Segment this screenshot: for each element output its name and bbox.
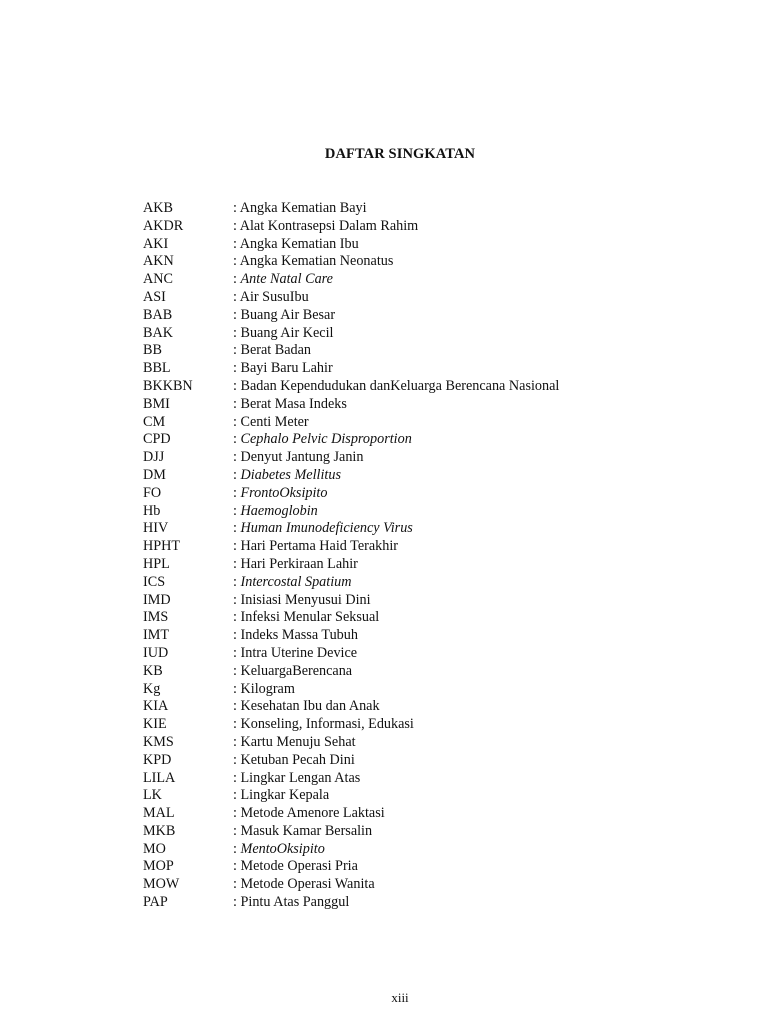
list-item (143, 663, 703, 681)
separator-colon: : (233, 662, 237, 679)
abbreviation: MOP (143, 858, 174, 875)
definition (233, 538, 398, 556)
definition (233, 574, 352, 592)
definition-text: Alat Kontrasepsi Dalam Rahim (239, 217, 419, 234)
abbreviation: IMD (143, 591, 171, 608)
definition-text: Metode Amenore Laktasi (240, 805, 385, 822)
definition-text: FrontoOksipito (240, 484, 328, 501)
abbreviation: KMS (143, 733, 174, 750)
definition-text: Air SusuIbu (239, 288, 309, 305)
definition-text: Metode Operasi Pria (240, 858, 358, 875)
definition-text: Haemoglobin (240, 502, 318, 519)
definition (233, 325, 334, 343)
abbreviation: IMT (143, 627, 170, 644)
definition (233, 663, 352, 681)
definition (233, 894, 349, 912)
abbreviation: FO (143, 484, 162, 501)
list-item (143, 716, 703, 734)
list-item (143, 752, 703, 770)
definition-text: Kesehatan Ibu dan Anak (240, 698, 380, 715)
abbreviation: BKKBN (143, 377, 193, 394)
list-item (143, 823, 703, 841)
abbreviation: KPD (143, 751, 172, 768)
separator-colon: : (233, 413, 237, 430)
separator-colon: : (233, 805, 237, 822)
list-item (143, 467, 703, 485)
list-item (143, 236, 703, 254)
separator-colon: : (233, 591, 237, 608)
separator-colon: : (233, 217, 237, 234)
separator-colon: : (233, 324, 237, 341)
definition (233, 876, 375, 894)
separator-colon: : (233, 680, 237, 697)
definition (233, 449, 363, 467)
definition-text: Masuk Kamar Bersalin (240, 822, 373, 839)
list-item (143, 734, 703, 752)
list-item (143, 520, 703, 538)
list-item (143, 449, 703, 467)
definition-text: Pintu Atas Panggul (240, 894, 350, 911)
definition-text: MentoOksipito (240, 840, 325, 857)
abbreviation: AKB (143, 200, 173, 216)
definition (233, 414, 309, 432)
definition (233, 503, 318, 521)
page-number: xiii (391, 990, 409, 1005)
abbreviation: IUD (143, 644, 169, 661)
abbreviation: CPD (143, 431, 171, 448)
separator-colon: : (233, 538, 237, 555)
list-item (143, 503, 703, 521)
separator-colon: : (233, 751, 237, 768)
definition-text: Infeksi Menular Seksual (240, 609, 380, 626)
definition-text: Lingkar Lengan Atas (240, 769, 361, 786)
definition-text: Angka Kematian Neonatus (239, 253, 394, 270)
abbreviation: BBL (143, 360, 171, 377)
definition (233, 253, 393, 271)
list-item (143, 645, 703, 663)
list-item (143, 218, 703, 236)
definition (233, 627, 358, 645)
definition-text: Konseling, Informasi, Edukasi (240, 716, 414, 733)
list-item (143, 325, 703, 343)
separator-colon: : (233, 377, 237, 394)
definition (233, 787, 329, 805)
list-item (143, 770, 703, 788)
page-title: DAFTAR SINGKATAN (324, 146, 476, 162)
separator-colon: : (233, 573, 237, 590)
definition (233, 805, 385, 823)
definition-text: Human Imunodeficiency Virus (240, 520, 413, 537)
definition-text: Bayi Baru Lahir (240, 360, 333, 377)
definition-text: Lingkar Kepala (240, 787, 330, 804)
definition (233, 609, 379, 627)
definition-text: Denyut Jantung Janin (240, 449, 364, 466)
separator-colon: : (233, 894, 237, 911)
abbreviation: Kg (143, 680, 161, 697)
abbreviation: MKB (143, 822, 176, 839)
abbreviation: DM (143, 466, 166, 483)
definition (233, 467, 341, 485)
separator-colon: : (233, 235, 237, 252)
definition-text: Ketuban Pecah Dini (240, 751, 355, 768)
separator-colon: : (233, 520, 237, 537)
definition-text: KeluargaBerencana (240, 662, 353, 679)
abbreviation: HPHT (143, 538, 181, 555)
definition-text: Kartu Menuju Sehat (240, 733, 356, 750)
list-item (143, 681, 703, 699)
separator-colon: : (233, 342, 237, 359)
definition-text: Hari Pertama Haid Terakhir (240, 538, 399, 555)
list-item (143, 538, 703, 556)
abbreviation-list (143, 200, 703, 912)
list-item (143, 414, 703, 432)
list-item (143, 396, 703, 414)
definition (233, 770, 360, 788)
abbreviation: HPL (143, 555, 170, 572)
list-item (143, 556, 703, 574)
definition (233, 645, 357, 663)
abbreviation: KB (143, 662, 163, 679)
definition (233, 734, 356, 752)
separator-colon: : (233, 431, 237, 448)
definition-text: Buang Air Kecil (240, 324, 334, 341)
definition (233, 378, 559, 396)
list-item (143, 342, 703, 360)
definition (233, 858, 358, 876)
abbreviation: AKI (143, 235, 169, 252)
definition (233, 681, 295, 699)
separator-colon: : (233, 609, 237, 626)
list-item (143, 627, 703, 645)
abbreviation: MAL (143, 805, 175, 822)
definition-text: Diabetes Mellitus (240, 466, 341, 483)
abbreviation: AKN (143, 253, 174, 270)
abbreviation: KIE (143, 716, 167, 733)
list-item (143, 360, 703, 378)
separator-colon: : (233, 876, 237, 893)
definition-text: Berat Badan (240, 342, 312, 359)
separator-colon: : (233, 733, 237, 750)
separator-colon: : (233, 627, 237, 644)
definition-text: Buang Air Besar (240, 306, 336, 323)
abbreviation: AKDR (143, 217, 184, 234)
separator-colon: : (233, 200, 237, 216)
separator-colon: : (233, 502, 237, 519)
definition (233, 218, 418, 236)
abbreviation: LK (143, 787, 162, 804)
definition (233, 823, 372, 841)
separator-colon: : (233, 306, 237, 323)
definition (233, 752, 355, 770)
abbreviation: BMI (143, 395, 170, 412)
list-item (143, 485, 703, 503)
definition (233, 431, 412, 449)
list-item (143, 431, 703, 449)
separator-colon: : (233, 484, 237, 501)
list-item (143, 253, 703, 271)
list-item (143, 289, 703, 307)
separator-colon: : (233, 716, 237, 733)
definition-text: Intra Uterine Device (240, 644, 358, 661)
list-item (143, 200, 703, 218)
definition (233, 396, 347, 414)
definition (233, 342, 311, 360)
definition-text: Inisiasi Menyusui Dini (240, 591, 371, 608)
separator-colon: : (233, 787, 237, 804)
definition-text: Centi Meter (240, 413, 309, 430)
abbreviation: BAB (143, 306, 173, 323)
abbreviation: LILA (143, 769, 176, 786)
definition (233, 485, 327, 503)
separator-colon: : (233, 555, 237, 572)
separator-colon: : (233, 840, 237, 857)
definition-text: Metode Operasi Wanita (240, 876, 375, 893)
definition-text: Indeks Massa Tubuh (240, 627, 358, 644)
definition-text: Berat Masa Indeks (240, 395, 347, 412)
definition-text: Hari Perkiraan Lahir (240, 555, 358, 572)
abbreviation: KIA (143, 698, 169, 715)
separator-colon: : (233, 395, 237, 412)
definition (233, 698, 380, 716)
abbreviation: PAP (143, 894, 168, 911)
list-item (143, 574, 703, 592)
abbreviation: MOW (143, 876, 180, 893)
definition (233, 592, 371, 610)
definition (233, 360, 333, 378)
list-item (143, 592, 703, 610)
definition (233, 556, 358, 574)
separator-colon: : (233, 822, 237, 839)
definition (233, 307, 335, 325)
definition (233, 841, 325, 859)
abbreviation: ASI (143, 288, 166, 305)
abbreviation: BB (143, 342, 162, 359)
list-item (143, 609, 703, 627)
abbreviation: BAK (143, 324, 173, 341)
definition-text: Kilogram (240, 680, 295, 697)
abbreviation: DJJ (143, 449, 165, 466)
definition (233, 236, 359, 254)
separator-colon: : (233, 253, 237, 270)
definition-text: Badan Kependudukan danKeluarga Berencana Nasional (240, 377, 560, 394)
abbreviation: Hb (143, 502, 161, 519)
list-item (143, 787, 703, 805)
separator-colon: : (233, 466, 237, 483)
list-item (143, 378, 703, 396)
list-item (143, 894, 703, 912)
list-item (143, 698, 703, 716)
abbreviation: MO (143, 840, 166, 857)
definition (233, 271, 333, 289)
definition-text: Ante Natal Care (240, 271, 333, 288)
abbreviation: ANC (143, 271, 173, 288)
abbreviation: IMS (143, 609, 169, 626)
definition (233, 289, 309, 307)
definition-text: Angka Kematian Bayi (239, 200, 367, 216)
separator-colon: : (233, 698, 237, 715)
list-item (143, 841, 703, 859)
separator-colon: : (233, 449, 237, 466)
list-item (143, 307, 703, 325)
definition-text: Intercostal Spatium (240, 573, 352, 590)
definition (233, 200, 367, 218)
definition (233, 520, 413, 538)
separator-colon: : (233, 360, 237, 377)
definition-text: Cephalo Pelvic Disproportion (240, 431, 412, 448)
definition (233, 716, 414, 734)
list-item (143, 271, 703, 289)
list-item (143, 805, 703, 823)
abbreviation: ICS (143, 573, 166, 590)
separator-colon: : (233, 271, 237, 288)
abbreviation: CM (143, 413, 166, 430)
separator-colon: : (233, 644, 237, 661)
separator-colon: : (233, 769, 237, 786)
separator-colon: : (233, 288, 237, 305)
list-item (143, 858, 703, 876)
abbreviation: HIV (143, 520, 169, 537)
list-item (143, 876, 703, 894)
definition-text: Angka Kematian Ibu (239, 235, 359, 252)
separator-colon: : (233, 858, 237, 875)
